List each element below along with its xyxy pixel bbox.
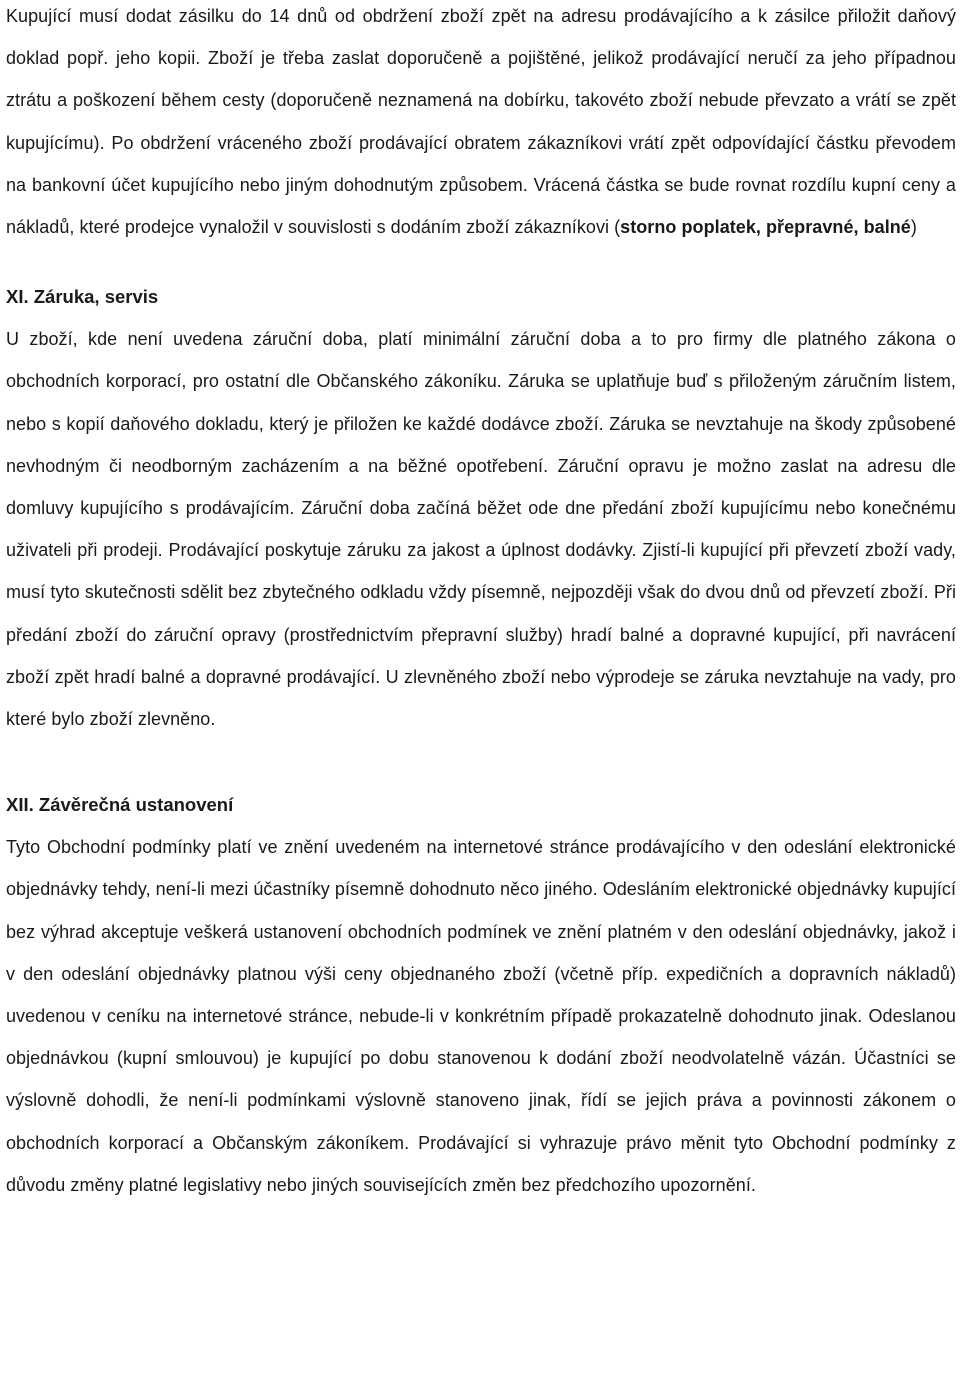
return-policy-text: Kupující musí dodat zásilku do 14 dnů od obdržení zboží zpět na adresu prodávajícího a k zásilce přiložit daňový doklad popř. jeho kopii. Zboží je třeba zaslat doporučeně a pojištěné, jelikož prodávající neručí za jeho případnou ztrátu a poškození během cesty (doporučeně neznamená na dobírku, takovéto zboží nebude převzato a vrátí se zpět kupujícímu). Po obdržení vráceného zboží prodávající obratem zákazníkovi vrátí zpět odpovídající částku převodem na bankovní účet kupujícího nebo jiným dohodnutým způsobem. Vrácená částka se bude rovnat rozdílu kupní ceny a nákladů, které prodejce vynaložil v souvislosti s dodáním zboží zákazníkovi ( [6,6,956,238]
final-provisions-paragraph: Tyto Obchodní podmínky platí ve znění uvedeném na internetové stránce prodávajícího v den odeslání elektronické objednávky tehdy, není-li mezi účastníky písemně dohodnuto něco jiného. Odesláním elektronické objednávky kupující bez výhrad akceptuje veškerá ustanovení obchodních podmínek ve znění platném v den odeslání objednávky, jakož i v den odeslání objednávky platnou výši ceny objednaného zboží (včetně příp. expedičních a dopravních nákladů) uvedenou v ceníku na internetové stránce, nebude-li v konkrétním případě prokazatelně dohodnuto jinak. Odeslanou objednávkou (kupní smlouvou) je kupující po dobu stanovenou k dodání zboží neodvolatelně vázán. Účastníci se výslovně dohodli, že není-li podmínkami výslovně stanoveno jinak, řídí se jejich práva a povinnosti zákonem o obchodních korporací a Občanským zákoníkem. Prodávající si vyhrazuje právo měnit tyto Obchodní podmínky z důvodu změny platné legislativy nebo jiných souvisejících změn bez předchozího upozornění. [6,837,956,1195]
warranty-heading: XI. Záruka, servis [6,286,159,308]
return-policy-paragraph [6,0,956,248]
document-page [6,0,956,1206]
return-policy-closing: ) [910,217,917,238]
final-provisions-heading: XII. Závěrečná ustanovení [6,794,234,816]
warranty-paragraph: U zboží, kde není uvedena záruční doba, platí minimální záruční doba a to pro firmy dle platného zákona o obchodních korporací, pro ostatní dle Občanského zákoníku. Záruka se uplatňuje buď s přiloženým záručním listem, nebo s kopií daňového dokladu, který je přiložen ke každé dodávce zboží. Záruka se nevztahuje na škody způsobené nevhodným či neodborným zacházením a na běžné opotřebení. Záruční opravu je možno zaslat na adresu dle domluvy kupujícího s prodávajícím. Záruční doba začíná běžet ode dne předání zboží kupujícímu nebo konečnému uživateli při prodeji. Prodávající poskytuje záruku za jakost a úplnost dodávky. Zjistí-li kupující při převzetí zboží vady, musí tyto skutečnosti sdělit bez zbytečného odkladu vždy písemně, nejpozději však do dvou dnů od převzetí zboží. Při předání zboží do záruční opravy (prostřednictvím přepravní služby) hradí balné a dopravné kupující, při navrácení zboží zpět hradí balné a dopravné prodávající. U zlevněného zboží nebo výprodeje se záruka nevztahuje na vady, pro které bylo zboží zlevněno. [6,329,956,730]
fees-bold-text: storno poplatek, přepravné, balné [620,217,911,238]
